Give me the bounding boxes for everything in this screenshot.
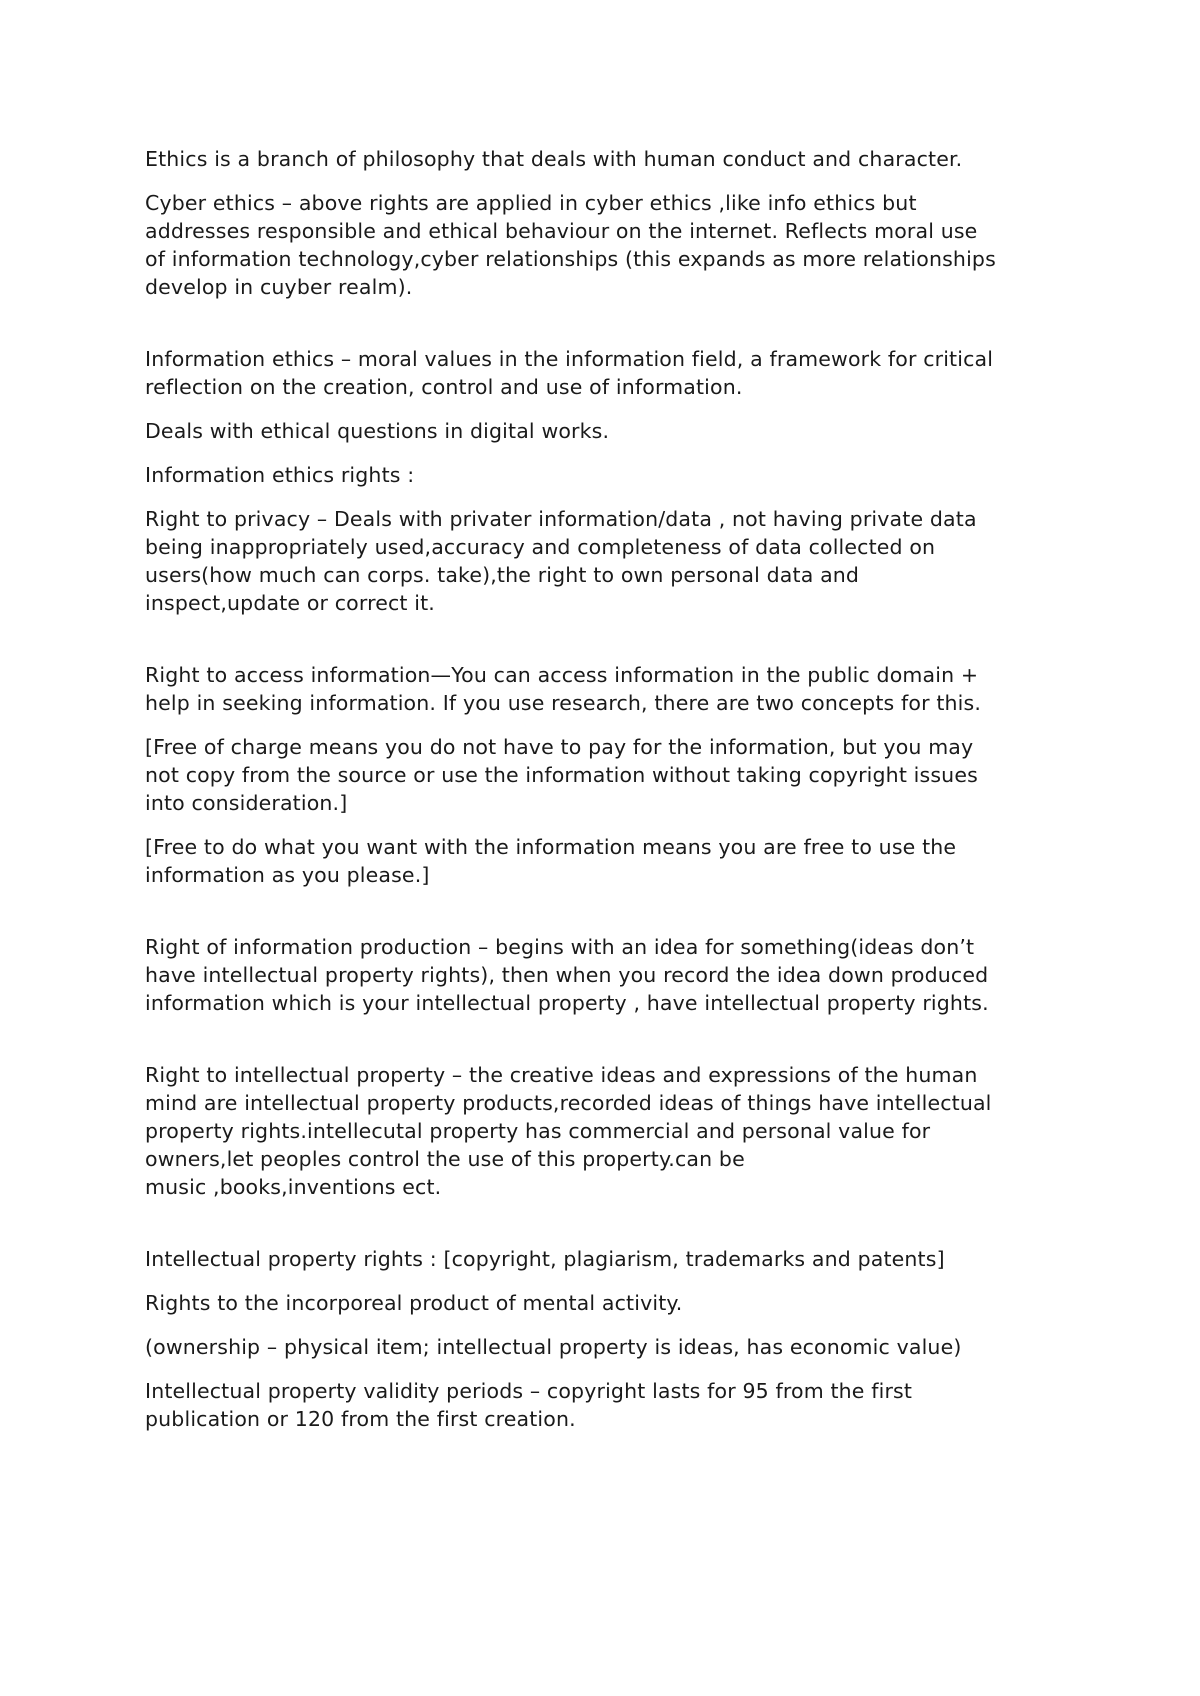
document-body [145, 145, 1085, 1433]
paragraph-ownership: (ownership – physical item; intellectual property is ideas, has economic value) [145, 1335, 962, 1359]
paragraph-ethics-definition: Ethics is a branch of philosophy that deals with human conduct and character. [145, 147, 963, 171]
paragraph-right-to-access: Right to access information—You can access information in the public domain + help in seeking information. If you use research, there are two concepts for this. [145, 663, 982, 715]
paragraph-rights-heading: Information ethics rights : [145, 463, 415, 487]
paragraph-free-of-charge: [Free of charge means you do not have to pay for the information, but you may not copy from the source or use the information without taking copyright issues into consideration.] [145, 735, 978, 815]
paragraph-information-ethics: Information ethics – moral values in the information field, a framework for critical reflection on the creation, control and use of information. [145, 347, 994, 399]
paragraph-digital-works: Deals with ethical questions in digital works. [145, 419, 610, 443]
paragraph-validity-periods: Intellectual property validity periods – copyright lasts for 95 from the first publication or 120 from the first creation. [145, 1379, 913, 1431]
paragraph-intellectual-property: Right to intellectual property – the creative ideas and expressions of the human mind are intellectual property products,recorded ideas of things have intellectual property rights.intellecutal property has commercial and personal value for owners,let peoples control the use of this property.can be music ,books,inventions ect. [145, 1063, 992, 1199]
paragraph-information-production: Right of information production – begins with an idea for something(ideas don’t have intellectual property rights), then when you record the idea down produced information which is your intellectual property , have intellectual property rights. [145, 935, 989, 1015]
paragraph-ip-rights-list: Intellectual property rights : [copyright, plagiarism, trademarks and patents] [145, 1247, 945, 1271]
paragraph-cyber-ethics: Cyber ethics – above rights are applied in cyber ethics ,like info ethics but addresses responsible and ethical behaviour on the internet. Reflects moral use of information technology,cyber relationships (this expands as more relationships develop in cuyber realm). [145, 191, 996, 299]
paragraph-free-to-do: [Free to do what you want with the information means you are free to use the information as you please.] [145, 835, 957, 887]
paragraph-incorporeal-product: Rights to the incorporeal product of mental activity. [145, 1291, 683, 1315]
paragraph-right-to-privacy: Right to privacy – Deals with privater information/data , not having private data being inappropriately used,accuracy and completeness of data collected on users(how much can corps. take),the right to own personal data and inspect,update or correct it. [145, 507, 977, 615]
